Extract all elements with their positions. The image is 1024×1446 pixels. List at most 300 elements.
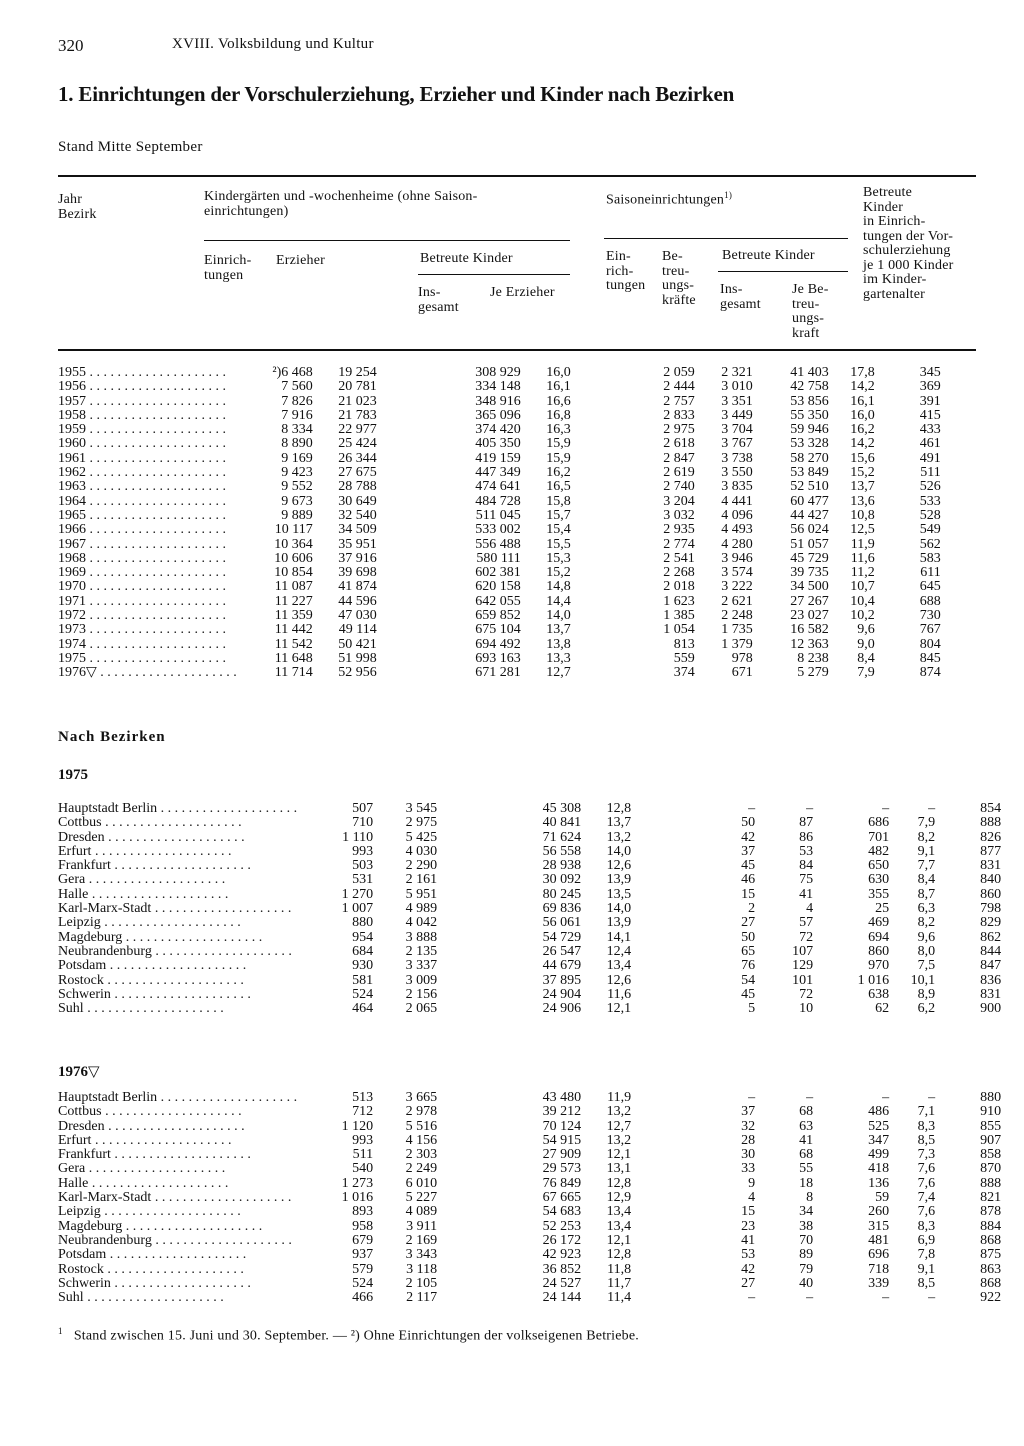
table-cell: 2 018 xyxy=(663,579,695,595)
table-cell: 7,6 xyxy=(917,1175,936,1191)
table-row xyxy=(58,595,941,609)
table-cell: 602 381 xyxy=(475,565,521,581)
table-cell: 15,9 xyxy=(546,450,571,466)
table-cell: 2 065 xyxy=(405,1001,438,1017)
table-cell: 907 xyxy=(980,1132,1002,1148)
table-cell: 580 111 xyxy=(476,550,521,566)
table-cell: 831 xyxy=(980,986,1002,1002)
table-cell: 3 946 xyxy=(721,550,753,566)
table-cell: 2 249 xyxy=(405,1161,438,1177)
table-cell: 16,3 xyxy=(546,422,571,438)
table-cell: – xyxy=(806,1290,814,1306)
table-row xyxy=(58,552,941,566)
table-cell: – xyxy=(748,801,756,816)
table-cell: 684 xyxy=(352,943,374,959)
table-cell: 3 738 xyxy=(721,450,753,466)
table-cell: 831 xyxy=(980,858,1002,874)
table-cell: 970 xyxy=(868,958,890,974)
row-label: Dresden . . . xyxy=(58,831,297,845)
table-row xyxy=(58,959,1001,973)
table-cell: 9 889 xyxy=(281,507,313,523)
table-cell: 14,4 xyxy=(546,593,571,609)
table-cell: 13,2 xyxy=(606,1132,632,1148)
table-row xyxy=(58,1277,1001,1291)
table-cell: 47 030 xyxy=(338,608,377,624)
table-cell: 11 359 xyxy=(274,608,313,624)
table-cell: 15,4 xyxy=(546,522,571,538)
table-cell: 2 541 xyxy=(663,550,695,566)
table-cell: 696 xyxy=(868,1247,890,1263)
running-head: XVIII. Volksbildung und Kultur xyxy=(172,36,374,52)
table-cell: 671 281 xyxy=(475,665,521,681)
section-nach-bezirken: Nach Bezirken xyxy=(58,729,166,745)
row-label: Halle . . . xyxy=(58,888,297,902)
table-cell: 7,4 xyxy=(917,1190,936,1206)
table-cell: 581 xyxy=(352,972,374,988)
table-row xyxy=(58,509,941,523)
table-cell: 9 169 xyxy=(281,450,313,466)
table-cell: 642 055 xyxy=(475,593,521,609)
kg-einrichtungen-header-line: Einrich- xyxy=(204,253,252,268)
table-cell: 9 xyxy=(748,1175,756,1191)
table-cell: 2 303 xyxy=(405,1147,438,1163)
kg-insgesamt-header xyxy=(418,286,459,315)
table-cell: 469 xyxy=(868,915,890,931)
table-row xyxy=(58,466,941,480)
table-cell: 486 xyxy=(868,1104,890,1120)
stub-header xyxy=(58,193,97,222)
table-cell: 53 xyxy=(799,843,814,859)
table-row xyxy=(58,873,1001,887)
table-cell: 12,1 xyxy=(606,1232,632,1248)
row-label: 1965 . . . xyxy=(58,509,237,523)
table-cell: 37 916 xyxy=(338,550,377,566)
table-cell: 511 045 xyxy=(475,507,521,523)
table-cell: 878 xyxy=(980,1204,1002,1220)
quote-header-line: tungen der Vor- xyxy=(863,228,954,244)
table-cell: 4 493 xyxy=(721,522,753,538)
table-cell: 65 xyxy=(741,943,756,959)
table-cell: 12,8 xyxy=(606,801,632,816)
table-cell: 10 364 xyxy=(274,536,313,552)
table-cell: 27 xyxy=(741,1275,756,1291)
table-cell: 694 492 xyxy=(475,636,521,652)
table-cell: 89 xyxy=(799,1247,814,1263)
table-cell: 16,8 xyxy=(546,407,571,423)
table-cell: 10 117 xyxy=(274,522,313,538)
table-cell: 10 xyxy=(799,1001,814,1017)
table-cell: 72 xyxy=(799,929,814,945)
saison-einrichtungen-header-line: rich- xyxy=(606,263,634,279)
row-label: 1973 . . . xyxy=(58,623,237,637)
row-label: Halle . . . xyxy=(58,1177,297,1191)
row-label: 1960 . . . xyxy=(58,437,237,451)
table-cell: 15,9 xyxy=(546,436,571,452)
table-cell: 880 xyxy=(980,1090,1002,1105)
saison-betreuungskraefte-header-line: kräfte xyxy=(662,292,696,308)
table-cell: 13,8 xyxy=(546,636,571,652)
table-row xyxy=(58,423,941,437)
table-cell: 54 xyxy=(741,972,756,988)
table-cell: 54 683 xyxy=(542,1204,582,1220)
table-cell: 16,0 xyxy=(546,365,571,380)
row-label: Erfurt . . . xyxy=(58,845,297,859)
row-label: Frankfurt . . . xyxy=(58,859,297,873)
table-cell: ²)6 468 xyxy=(272,365,313,380)
saison-footnote-marker: 1) xyxy=(724,190,733,200)
page-number: 320 xyxy=(58,36,84,55)
table-cell: 347 xyxy=(868,1132,890,1148)
table-cell: 4 156 xyxy=(405,1132,438,1148)
table-cell: 10 606 xyxy=(274,550,313,566)
table-cell: 13,1 xyxy=(606,1161,632,1177)
table-cell: 12,5 xyxy=(850,522,875,538)
table-cell: 540 xyxy=(352,1161,374,1177)
row-label: 1966 . . . xyxy=(58,523,237,537)
table-cell: 374 420 xyxy=(475,422,521,438)
table-cell: 2 290 xyxy=(405,858,438,874)
kg-betreute-header: Betreute Kinder xyxy=(420,251,513,266)
saison-je-kraft-header-line: treu- xyxy=(792,296,820,312)
table-cell: 461 xyxy=(919,436,941,452)
table-cell: 3 835 xyxy=(721,479,753,495)
table-cell: 712 xyxy=(352,1104,374,1120)
table-cell: 44 679 xyxy=(542,958,582,974)
table-cell: 53 xyxy=(741,1247,756,1263)
table-cell: 525 xyxy=(868,1118,890,1134)
table-row xyxy=(58,395,941,409)
table-cell: 32 540 xyxy=(338,507,377,523)
table-cell: 16,0 xyxy=(850,407,875,423)
table-cell: 3 704 xyxy=(721,422,753,438)
kg-group-header xyxy=(204,190,478,219)
quote-header-line: schulerziehung xyxy=(863,243,951,258)
table-cell: 8,4 xyxy=(917,872,936,888)
table-cell: 24 904 xyxy=(542,986,582,1002)
table-cell: 24 906 xyxy=(542,1001,582,1017)
table-cell: 845 xyxy=(919,650,941,666)
table-cell: 405 350 xyxy=(475,436,521,452)
table-cell: 15,2 xyxy=(546,565,571,581)
table-cell: 863 xyxy=(980,1261,1002,1277)
row-label: Gera . . . xyxy=(58,873,297,887)
table-cell: 2 169 xyxy=(405,1232,438,1248)
table-cell: 26 547 xyxy=(542,943,582,959)
table-cell: 69 836 xyxy=(542,901,582,917)
table-cell: 9 423 xyxy=(281,465,313,481)
table-cell: 50 xyxy=(741,929,756,945)
row-label: Cottbus . . . xyxy=(58,816,297,830)
table-cell: 2 135 xyxy=(405,943,438,959)
table-cell: 2 161 xyxy=(405,872,438,888)
table-cell: 41 874 xyxy=(338,579,377,595)
table-cell: 7,1 xyxy=(917,1104,936,1120)
table-cell: 80 245 xyxy=(542,886,582,902)
table-cell: – xyxy=(748,1090,756,1105)
table-cell: 858 xyxy=(980,1147,1002,1163)
table-cell: 39 212 xyxy=(542,1104,582,1120)
table-cell: 650 xyxy=(868,858,890,874)
table-cell: 19 254 xyxy=(338,365,377,380)
row-label: 1964 . . . xyxy=(58,495,237,509)
table-cell: 11 648 xyxy=(274,650,313,666)
table-cell: 37 xyxy=(741,1104,756,1120)
table-cell: 4 030 xyxy=(405,843,438,859)
table-cell: 507 xyxy=(352,801,374,816)
table-cell: 8,9 xyxy=(917,986,936,1002)
table-row xyxy=(58,1291,1001,1305)
table-cell: 7,3 xyxy=(917,1147,936,1163)
table-cell: 13,4 xyxy=(606,1218,632,1234)
table-cell: 978 xyxy=(731,650,753,666)
table-cell: 528 xyxy=(919,507,941,523)
table-cell: 2 774 xyxy=(663,536,695,552)
table-cell: 2 847 xyxy=(663,450,695,466)
table-row xyxy=(58,437,941,451)
saison-group-header xyxy=(606,188,732,208)
quote-header-line: Kinder xyxy=(863,199,904,215)
table-row xyxy=(58,859,1001,873)
table-row xyxy=(58,1191,1001,1205)
table-row xyxy=(58,1148,1001,1162)
table-cell: 686 xyxy=(868,815,890,831)
row-label: Rostock . . . xyxy=(58,1263,297,1277)
table-cell: 893 xyxy=(352,1204,374,1220)
table-cell: 11,9 xyxy=(850,536,875,552)
table-cell: 8,0 xyxy=(917,943,936,959)
table-cell: 13,2 xyxy=(606,829,632,845)
table-cell: 4 280 xyxy=(721,536,753,552)
row-label: 1957 . . . xyxy=(58,395,237,409)
table-cell: 645 xyxy=(919,579,941,595)
table-cell: 11 542 xyxy=(274,636,313,652)
table-cell: 52 510 xyxy=(790,479,829,495)
row-label: Suhl . . . xyxy=(58,1002,297,1016)
table-cell: 7,9 xyxy=(917,815,936,831)
table-cell: 33 xyxy=(741,1161,756,1177)
row-label: 1974 . . . xyxy=(58,638,237,652)
quote-header-line: Betreute xyxy=(863,185,913,200)
row-label: Leipzig . . . xyxy=(58,916,297,930)
table-row xyxy=(58,452,941,466)
footnote-text: Stand zwischen 15. Juni und 30. September. — ²) Ohne Einrichtungen der volkseigenen Betriebe. xyxy=(73,1328,639,1344)
table-cell: 16,1 xyxy=(850,393,875,409)
row-label: Erfurt . . . xyxy=(58,1134,297,1148)
table-cell: 79 xyxy=(799,1261,814,1277)
table-cell: 391 xyxy=(919,393,941,409)
table-cell: 798 xyxy=(980,901,1002,917)
table-cell: 900 xyxy=(980,1001,1002,1017)
table-cell: 1 016 xyxy=(857,972,890,988)
table-row xyxy=(58,652,941,666)
saison-insgesamt-header-line: gesamt xyxy=(720,296,761,312)
table-cell: 2 248 xyxy=(721,608,753,624)
table-cell: 511 xyxy=(920,465,941,481)
table-row xyxy=(58,974,1001,988)
table-cell: 14,8 xyxy=(546,579,571,595)
table-cell: 5 279 xyxy=(797,665,829,681)
saison-group-rule xyxy=(604,238,848,239)
table-cell: 45 308 xyxy=(542,801,582,816)
table-cell: 910 xyxy=(980,1104,1002,1120)
row-label: Gera . . . xyxy=(58,1162,297,1176)
table-cell: 12,6 xyxy=(606,972,632,988)
row-label: Rostock . . . xyxy=(58,974,297,988)
table-cell: 880 xyxy=(352,915,374,931)
table-cell: 8,5 xyxy=(917,1132,936,1148)
table-cell: 76 849 xyxy=(542,1175,582,1191)
row-label: Frankfurt . . . xyxy=(58,1148,297,1162)
row-label: Hauptstadt Berlin . . . xyxy=(58,802,297,816)
table-cell: 14,1 xyxy=(606,929,632,945)
table-cell: 7,6 xyxy=(917,1161,936,1177)
row-label: Dresden . . . xyxy=(58,1120,297,1134)
table-cell: 2 059 xyxy=(663,365,695,380)
table-cell: 15,2 xyxy=(850,465,875,481)
table-cell: 7,8 xyxy=(917,1247,936,1263)
saison-insgesamt-header-line: Ins- xyxy=(720,282,743,297)
table-cell: 71 624 xyxy=(542,829,582,845)
table-cell: 29 573 xyxy=(542,1161,582,1177)
table-cell: 334 148 xyxy=(475,379,521,395)
table-cell: 27 909 xyxy=(542,1147,582,1163)
table-cell: 34 xyxy=(799,1204,814,1220)
table-cell: 922 xyxy=(980,1290,1002,1306)
row-label: 1956 . . . xyxy=(58,380,237,394)
table-cell: 8,2 xyxy=(917,829,936,845)
row-label: 1959 . . . xyxy=(58,423,237,437)
row-label: Leipzig . . . xyxy=(58,1205,297,1219)
table-cell: 23 027 xyxy=(790,608,829,624)
table-cell: 710 xyxy=(352,815,374,831)
table-cell: 11 087 xyxy=(274,579,313,595)
table-cell: 3 337 xyxy=(405,958,438,974)
table-cell: 28 788 xyxy=(338,479,377,495)
table-cell: 26 172 xyxy=(542,1232,582,1248)
table-cell: 5 951 xyxy=(405,886,438,902)
table-cell: 101 xyxy=(792,972,814,988)
table-cell: 844 xyxy=(980,943,1002,959)
table-cell: 993 xyxy=(352,1132,374,1148)
table-cell: 855 xyxy=(980,1118,1002,1134)
table-cell: 2 975 xyxy=(663,422,695,438)
table-cell: 638 xyxy=(868,986,890,1002)
table-cell: 42 758 xyxy=(790,379,829,395)
table-row xyxy=(58,1120,1001,1134)
table-row xyxy=(58,1091,1001,1105)
table-cell: 2 117 xyxy=(406,1290,438,1306)
table-cell: 45 xyxy=(741,858,756,874)
table-cell: 87 xyxy=(799,815,814,831)
table-cell: 20 781 xyxy=(338,379,377,395)
table-cell: 2 619 xyxy=(663,465,695,481)
table-cell: 260 xyxy=(868,1204,890,1220)
table-cell: 18 xyxy=(799,1175,814,1191)
table-cell: 415 xyxy=(919,407,941,423)
table-cell: 28 938 xyxy=(542,858,582,874)
table-cell: 433 xyxy=(919,422,941,438)
table-cell: 11,6 xyxy=(607,986,632,1002)
table-cell: 16,2 xyxy=(546,465,571,481)
table-cell: 1 007 xyxy=(341,901,374,917)
table-cell: 369 xyxy=(919,379,941,395)
table-cell: 67 665 xyxy=(542,1190,582,1206)
table-cell: 562 xyxy=(919,536,941,552)
quote-header-line: je 1 000 Kinder xyxy=(863,257,954,273)
table-cell: 860 xyxy=(868,943,890,959)
table-cell: 1 623 xyxy=(663,593,695,609)
table-cell: 829 xyxy=(980,915,1002,931)
table-cell: 526 xyxy=(919,479,941,495)
table-cell: – xyxy=(928,1090,936,1105)
table-cell: 8 238 xyxy=(797,650,829,666)
table-cell: 13,7 xyxy=(850,479,875,495)
quote-header-line: gartenalter xyxy=(863,286,926,302)
table-cell: 76 xyxy=(741,958,756,974)
table-cell: 11,7 xyxy=(607,1275,632,1291)
table-cell: 12,9 xyxy=(606,1190,632,1206)
kg-einrichtungen-header xyxy=(204,254,251,283)
table-cell: 348 916 xyxy=(475,393,521,409)
table-cell: – xyxy=(882,1290,890,1306)
table-cell: 13,7 xyxy=(606,815,632,831)
table-cell: 42 xyxy=(741,1261,756,1277)
table-cell: 12,8 xyxy=(606,1175,632,1191)
table-cell: 447 349 xyxy=(475,465,521,481)
table-cell: 4 042 xyxy=(405,915,438,931)
table-cell: 503 xyxy=(352,858,374,874)
table-cell: 60 477 xyxy=(790,493,829,509)
row-label: 1970 . . . xyxy=(58,580,237,594)
row-label: Schwerin . . . xyxy=(58,1277,297,1291)
table-cell: 70 xyxy=(799,1232,814,1248)
table-cell: 513 xyxy=(352,1090,374,1105)
table-cell: 57 xyxy=(799,915,814,931)
table-cell: 958 xyxy=(352,1218,374,1234)
table-cell: 44 596 xyxy=(338,593,377,609)
row-label: 1962 . . . xyxy=(58,466,237,480)
table-cell: 9,1 xyxy=(917,843,936,859)
table-row xyxy=(58,816,1001,830)
table-cell: 3 767 xyxy=(721,436,753,452)
kg-group-header-line: Kindergärten und -wochenheime (ohne Saison- xyxy=(204,189,478,204)
table-row xyxy=(58,609,941,623)
table-cell: 24 144 xyxy=(542,1290,582,1306)
table-cell: 10,7 xyxy=(850,579,875,595)
table-row xyxy=(58,366,941,380)
saison-insgesamt-header xyxy=(720,283,761,312)
kg-je-erzieher-header: Je Erzieher xyxy=(490,285,555,300)
table-cell: 14,0 xyxy=(606,901,632,917)
table-cell: 9 552 xyxy=(281,479,313,495)
table-cell: 345 xyxy=(919,365,941,380)
table-row xyxy=(58,1234,1001,1248)
table-cell: 6 010 xyxy=(405,1175,438,1191)
table-cell: 15,8 xyxy=(546,493,571,509)
table-cell: 474 641 xyxy=(475,479,521,495)
table-cell: 7,5 xyxy=(917,958,936,974)
kg-betreute-rule xyxy=(418,274,570,275)
kg-insgesamt-header-line: Ins- xyxy=(418,285,441,300)
table-cell: 41 xyxy=(799,886,814,902)
table-cell: 8,3 xyxy=(917,1218,936,1234)
table-cell: 2 740 xyxy=(663,479,695,495)
table-cell: 9,0 xyxy=(857,636,875,652)
table-cell: 464 xyxy=(352,1001,374,1017)
table-row xyxy=(58,1105,1001,1119)
bezirke-1975-table xyxy=(58,802,1001,1016)
table-cell: – xyxy=(882,1090,890,1105)
